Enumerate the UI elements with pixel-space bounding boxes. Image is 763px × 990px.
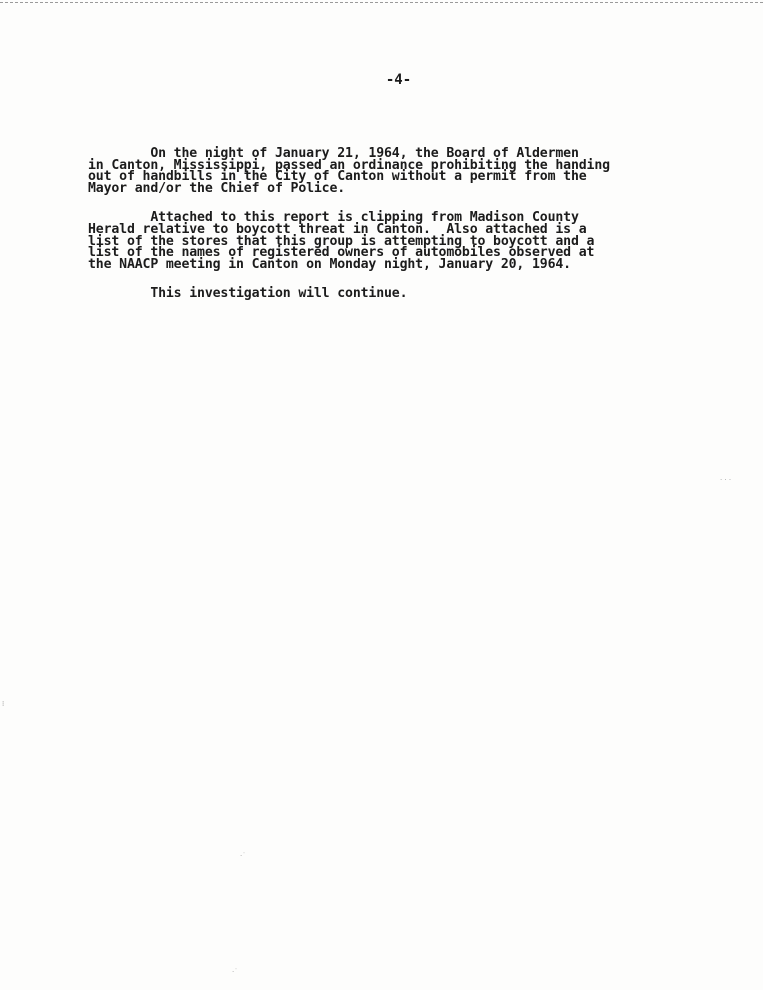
text-line: On the night of January 21, 1964, the Board of Aldermen: [88, 146, 579, 161]
scan-speck: ⁞: [2, 700, 5, 708]
text-line: Herald relative to boycott threat in Canton. Also attached is a: [88, 221, 587, 237]
paragraph-attachments: [88, 212, 728, 270]
text-line: list of the names of registered owners of automobiles observed at: [88, 245, 595, 261]
paragraph-continue: [88, 288, 728, 300]
text-line: Attached to this report is clipping from Madison County: [88, 210, 579, 226]
text-line: This investigation will continue.: [88, 286, 408, 302]
text-line: list of the stores that this group is attempting to boycott and a: [88, 233, 595, 249]
text-line: the NAACP meeting in Canton on Monday night, January 20, 1964.: [88, 256, 571, 272]
text-line: out of handbills in the City of Canton without a permit from the: [88, 169, 587, 185]
document-body: [88, 148, 728, 318]
page-number: -4-: [385, 72, 412, 88]
text-line: in Canton, Mississippi, passed an ordinance prohibiting the handing: [88, 157, 610, 173]
text-line: Mayor and/or the Chief of Police.: [88, 180, 346, 196]
scan-speck: ·˙: [240, 852, 246, 860]
scan-speck: · · ·: [720, 476, 732, 484]
scan-edge-border: [0, 2, 763, 3]
scan-speck: ·˙: [232, 968, 238, 976]
paragraph-ordinance: [88, 148, 728, 194]
